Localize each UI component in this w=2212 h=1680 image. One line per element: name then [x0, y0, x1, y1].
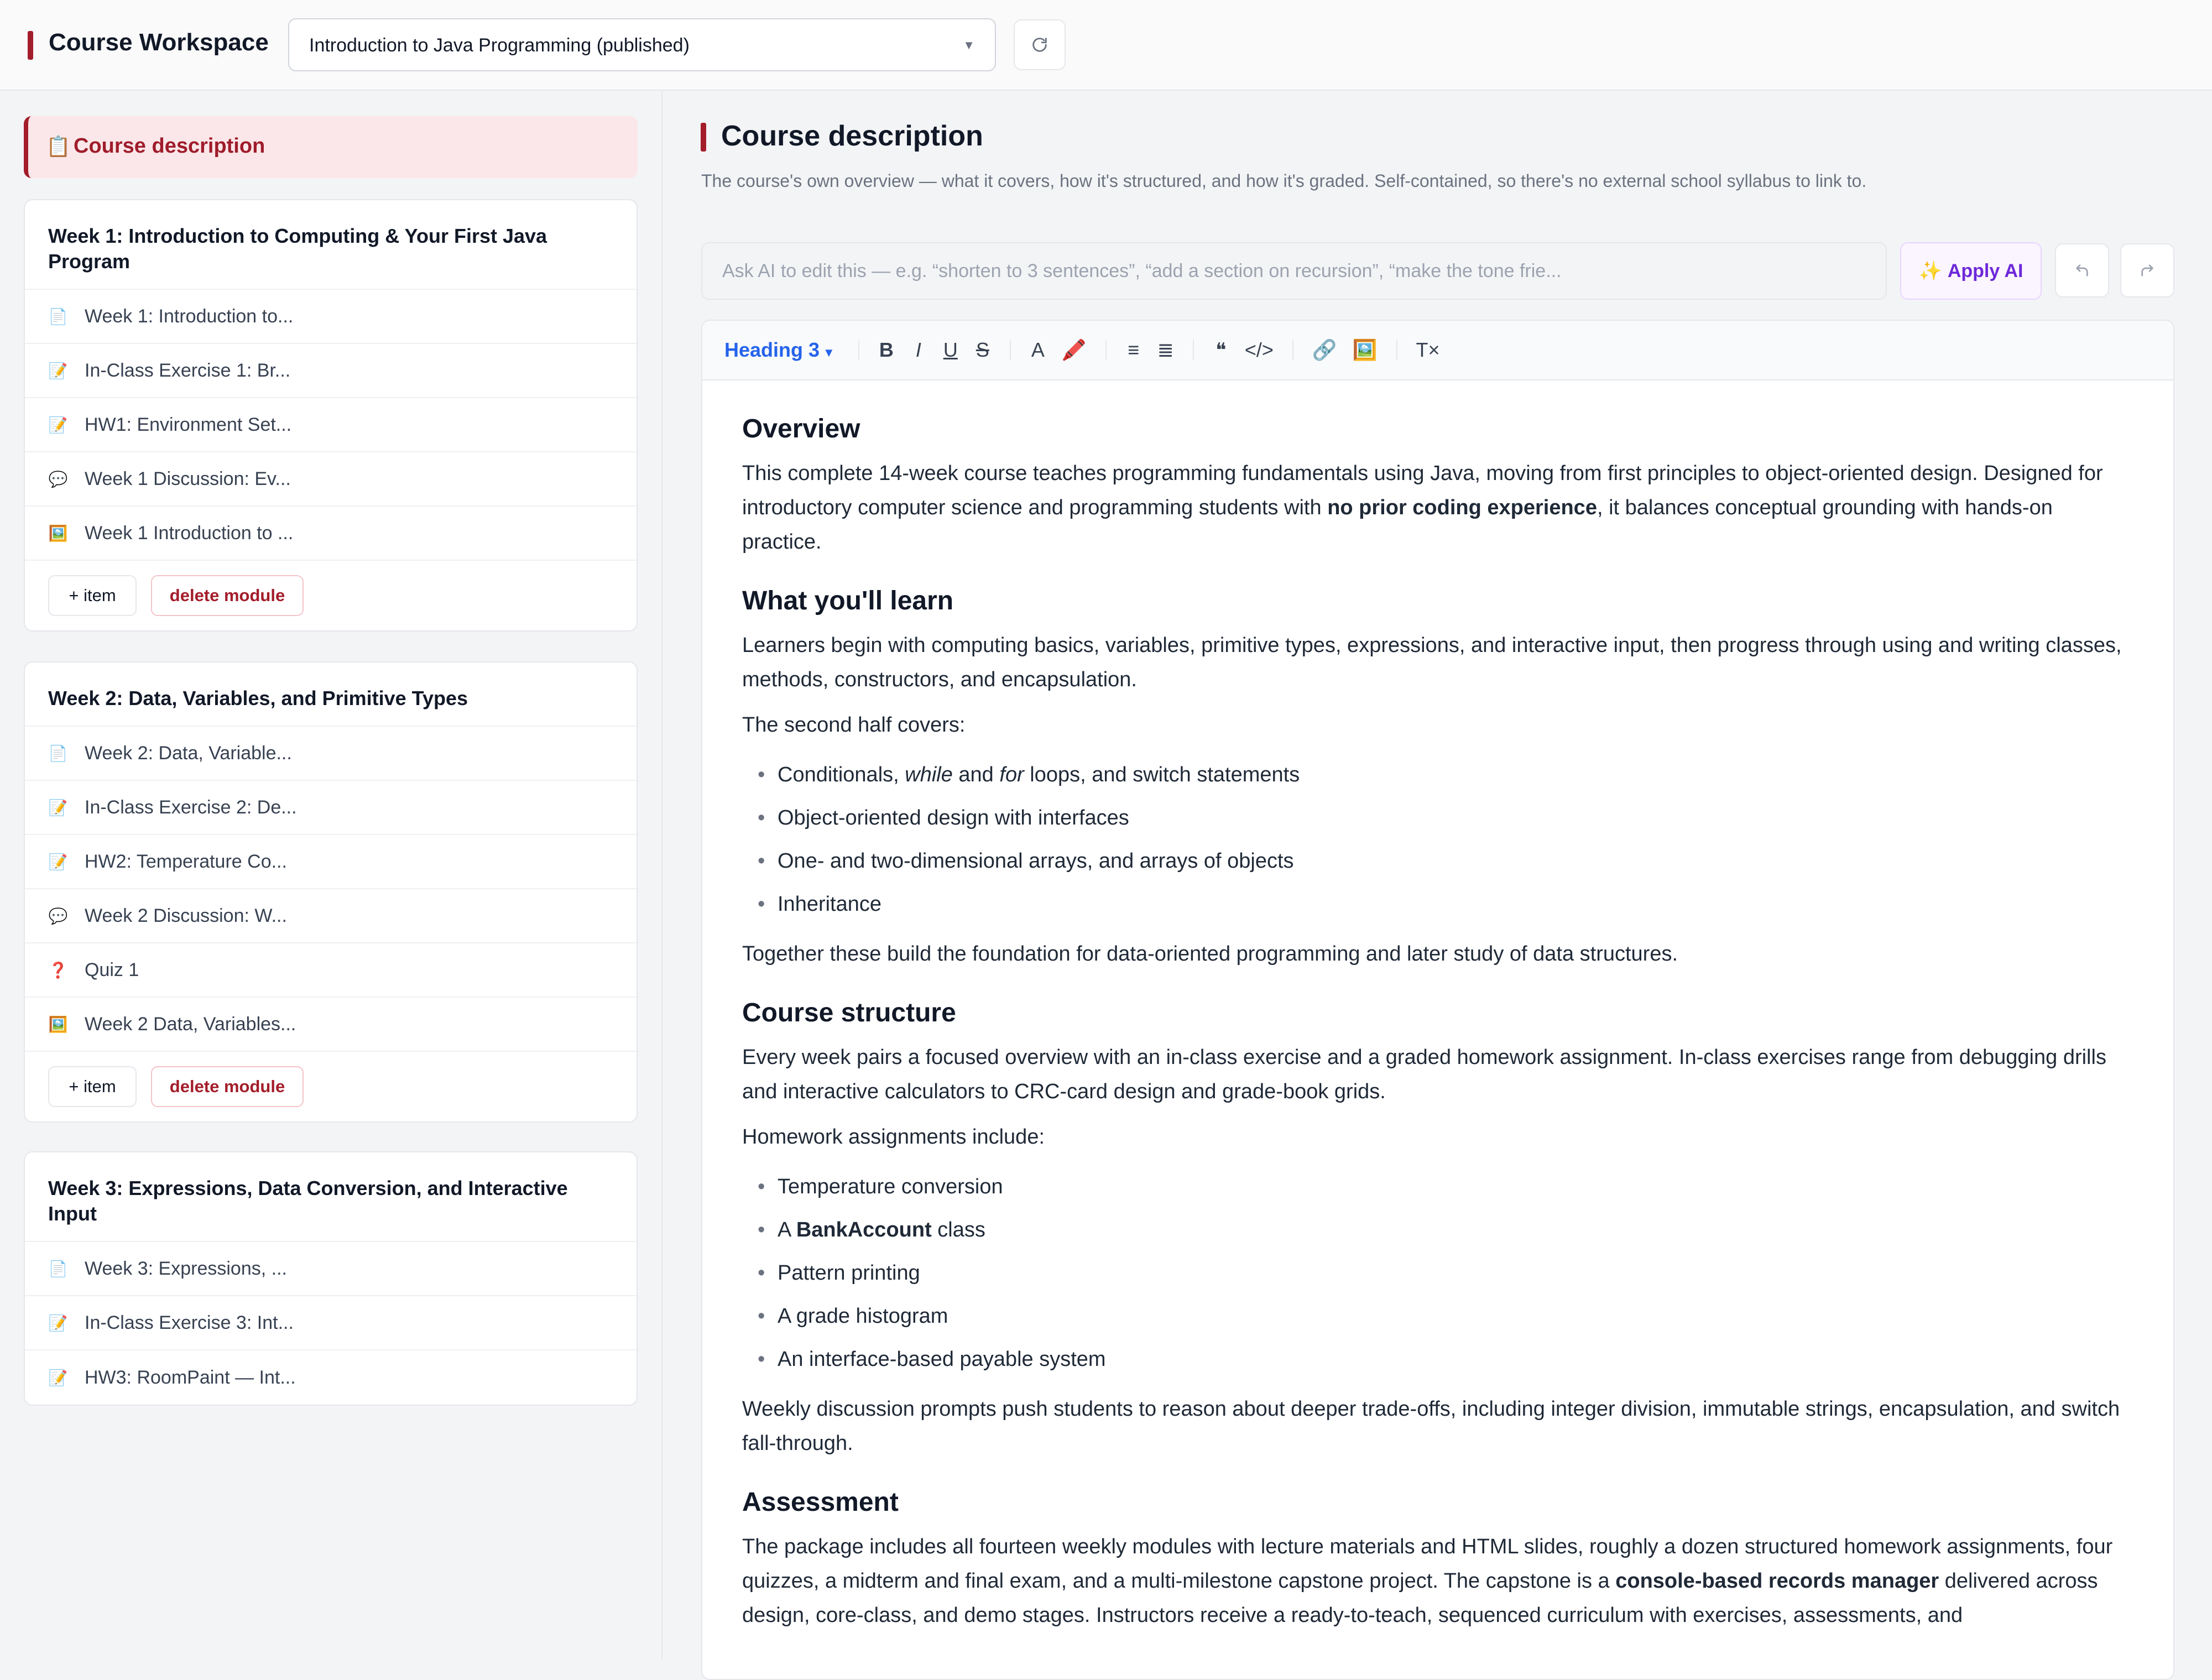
toolbar-divider: [1292, 340, 1293, 361]
bold-text: no prior coding experience: [1327, 496, 1597, 519]
image-icon[interactable]: 🖼️: [1352, 338, 1378, 361]
top-bar: [0, 0, 2212, 91]
paragraph: The second half covers:: [742, 713, 966, 737]
rich-text-editor: [701, 320, 2174, 1680]
module-card: [24, 1151, 638, 1406]
list-item: • Pattern printing: [742, 1251, 2133, 1295]
list-item: • One- and two-dimensional arrays, and arrays of objects: [742, 839, 2133, 883]
bullet-list: [742, 753, 2133, 926]
module-item-label: HW2: Temperature Co...: [85, 851, 287, 872]
strikethrough-button[interactable]: S: [975, 338, 989, 361]
italic-text: for: [999, 763, 1024, 786]
page-title: Course description: [721, 120, 983, 152]
module-item[interactable]: [25, 889, 637, 943]
ai-edit-input[interactable]: [701, 242, 1887, 300]
module-item[interactable]: [25, 781, 637, 835]
module-item-label: HW3: RoomPaint — Int...: [85, 1366, 296, 1388]
redo-button[interactable]: [2120, 243, 2174, 298]
block-style-select[interactable]: [724, 338, 835, 362]
chevron-down-icon: ▼: [963, 38, 975, 52]
module-item-label: Week 2: Data, Variable...: [85, 742, 292, 764]
text-run: class: [931, 1218, 985, 1241]
question-mark-icon: ❓: [48, 961, 68, 979]
module-item-label: In-Class Exercise 3: Int...: [85, 1312, 294, 1333]
block-style-value: Heading 3: [724, 338, 820, 361]
module-item-label: Week 2 Data, Variables...: [85, 1013, 296, 1035]
text-run: delivered across design, core-class, and demo stages. Instructors receive a ready-to-teach, sequenced curriculum with exercises, assessments, and: [742, 1569, 2098, 1627]
module-item-label: Quiz 1: [85, 959, 139, 980]
editor-toolbar: [702, 321, 2173, 380]
clear-format-button[interactable]: T×: [1416, 338, 1440, 361]
module-item[interactable]: [25, 344, 637, 398]
list-item: • Temperature conversion: [742, 1165, 2133, 1208]
link-icon[interactable]: 🔗: [1312, 338, 1337, 361]
title-accent-bar: [701, 123, 706, 152]
sparkles-icon: ✨: [1918, 260, 1942, 281]
section-heading: Course structure: [742, 998, 956, 1027]
memo-icon: 📝: [48, 1369, 68, 1386]
clipboard-icon: 📋: [46, 135, 71, 158]
speech-bubble-icon: 💬: [48, 470, 68, 488]
list-item: • A grade histogram: [742, 1295, 2133, 1338]
list-item: [742, 753, 2133, 796]
paragraph: Together these build the foundation for data-oriented programming and later study of data structures.: [742, 942, 1678, 966]
list-item: • An interface-based payable system: [742, 1338, 2133, 1381]
text-run: This complete 14-week course teaches programming fundamentals using Java, moving from first principles to object-oriented design. Designed for introductory computer science and programming students with: [742, 462, 2103, 519]
bullet-list: [742, 1165, 2133, 1381]
add-item-button[interactable]: + item: [48, 1066, 137, 1107]
toolbar-divider: [1105, 340, 1107, 361]
underline-button[interactable]: U: [943, 338, 958, 361]
toolbar-divider: [1396, 340, 1397, 361]
paragraph: [742, 1530, 2133, 1632]
bold-text: BankAccount: [796, 1218, 932, 1241]
module-item[interactable]: [25, 727, 637, 781]
module-card: [24, 661, 638, 1123]
module-item[interactable]: [25, 1242, 637, 1296]
toolbar-divider: [1010, 340, 1011, 361]
paragraph: [742, 456, 2133, 559]
sidebar-item-course-description[interactable]: [24, 116, 638, 178]
code-button[interactable]: </>: [1244, 338, 1274, 361]
module-item-label: Week 1 Discussion: Ev...: [85, 468, 291, 489]
refresh-button[interactable]: [1014, 19, 1066, 70]
module-item-label: HW1: Environment Set...: [85, 414, 292, 435]
module-title[interactable]: Week 1: Introduction to Computing & Your First Java Program: [25, 200, 637, 290]
module-item[interactable]: [25, 1350, 637, 1405]
module-item[interactable]: [25, 998, 637, 1052]
document-body[interactable]: [702, 380, 2173, 1632]
bold-text: console-based records manager: [1615, 1569, 1939, 1593]
section-heading: Assessment: [742, 1488, 899, 1517]
toolbar-divider: [858, 340, 859, 361]
undo-button[interactable]: [2055, 243, 2109, 298]
module-title[interactable]: Week 3: Expressions, Data Conversion, and Interactive Input: [25, 1152, 637, 1242]
highlight-icon[interactable]: 🖍️: [1061, 338, 1087, 361]
text-run: , it balances conceptual grounding with hands-on practice.: [742, 496, 2053, 554]
memo-icon: 📝: [48, 1314, 68, 1332]
brand-accent-bar: [28, 31, 33, 60]
delete-module-button[interactable]: delete module: [151, 1066, 304, 1107]
picture-icon: 🖼️: [48, 524, 68, 542]
page-subtitle: The course's own overview — what it covers, how it's structured, and how it's graded. Self-contained, so there's no external school syllabus to link to.: [701, 171, 1867, 191]
module-title[interactable]: Week 2: Data, Variables, and Primitive Types: [25, 662, 637, 727]
module-item[interactable]: [25, 398, 637, 452]
text-run: The package includes all fourteen weekly modules with lecture materials and HTML slides, roughly a dozen structured homework assignments, four quizzes, a midterm and final exam, and a multi-milestone capstone project. The capstone is a: [742, 1535, 2113, 1593]
list-item: [742, 1208, 2133, 1251]
memo-icon: 📝: [48, 853, 68, 870]
paragraph: Homework assignments include:: [742, 1125, 1045, 1149]
module-item-label: In-Class Exercise 1: Br...: [85, 359, 291, 381]
undo-icon: [2073, 262, 2091, 279]
bold-button[interactable]: B: [879, 338, 894, 361]
add-item-button[interactable]: + item: [48, 575, 137, 616]
refresh-icon: [1030, 35, 1049, 54]
text-run: Conditionals,: [778, 763, 905, 786]
memo-icon: 📝: [48, 362, 68, 379]
module-actions: [25, 561, 637, 630]
list-item: • Object-oriented design with interfaces: [742, 796, 2133, 839]
module-actions: [25, 1052, 637, 1121]
text-color-button[interactable]: A: [1031, 338, 1045, 361]
module-item-label: In-Class Exercise 2: De...: [85, 796, 297, 818]
toolbar-divider: [1193, 340, 1194, 361]
bullet-list-button[interactable]: ≡: [1128, 338, 1140, 361]
page-icon: 📄: [48, 1260, 68, 1277]
module-item-label: Week 1 Introduction to ...: [85, 522, 294, 544]
course-select[interactable]: [288, 18, 996, 71]
redo-icon: [2138, 262, 2156, 279]
sidebar-item-label: Course description: [74, 134, 265, 158]
italic-button[interactable]: I: [915, 338, 921, 361]
quote-button[interactable]: ❝: [1215, 338, 1227, 361]
paragraph: Weekly discussion prompts push students to reason about deeper trade-offs, including integer division, immutable strings, encapsulation, and switch fall-through.: [742, 1397, 2120, 1455]
speech-bubble-icon: 💬: [48, 907, 68, 925]
module-item[interactable]: [25, 1296, 637, 1350]
sidebar: [0, 91, 662, 1659]
delete-module-button[interactable]: delete module: [151, 575, 304, 616]
section-heading: What you'll learn: [742, 586, 954, 615]
module-item-label: Week 2 Discussion: W...: [85, 905, 287, 926]
module-item[interactable]: [25, 943, 637, 998]
text-run: and: [952, 763, 1000, 786]
text-run: A: [778, 1218, 796, 1241]
module-item[interactable]: [25, 507, 637, 561]
apply-ai-button[interactable]: [1900, 242, 2042, 300]
module-item[interactable]: [25, 835, 637, 889]
paragraph: Every week pairs a focused overview with an in-class exercise and a graded homework assignment. In-class exercises range from debugging drills and interactive calculators to CRC-card design and grade-book grids.: [742, 1046, 2106, 1103]
page-icon: 📄: [48, 744, 68, 762]
list-item: • Inheritance: [742, 883, 2133, 926]
module-item-label: Week 1: Introduction to...: [85, 305, 294, 327]
module-item[interactable]: [25, 290, 637, 344]
section-heading: Overview: [742, 414, 860, 444]
chevron-down-icon: ▼: [823, 346, 835, 359]
module-item[interactable]: [25, 452, 637, 507]
text-run: loops, and switch statements: [1024, 763, 1300, 786]
memo-icon: 📝: [48, 416, 68, 434]
page-icon: 📄: [48, 307, 68, 325]
memo-icon: 📝: [48, 799, 68, 816]
paragraph: Learners begin with computing basics, variables, primitive types, expressions, and interactive input, then progress through using and writing classes, methods, constructors, and encapsulation.: [742, 634, 2122, 691]
course-select-value: Introduction to Java Programming (published): [309, 35, 690, 56]
module-card: [24, 199, 638, 632]
ordered-list-button[interactable]: ≣: [1157, 338, 1174, 361]
app-title: Course Workspace: [49, 29, 269, 56]
italic-text: while: [905, 763, 953, 786]
apply-ai-label: Apply AI: [1947, 260, 2023, 281]
module-item-label: Week 3: Expressions, ...: [85, 1258, 287, 1279]
picture-icon: 🖼️: [48, 1015, 68, 1033]
